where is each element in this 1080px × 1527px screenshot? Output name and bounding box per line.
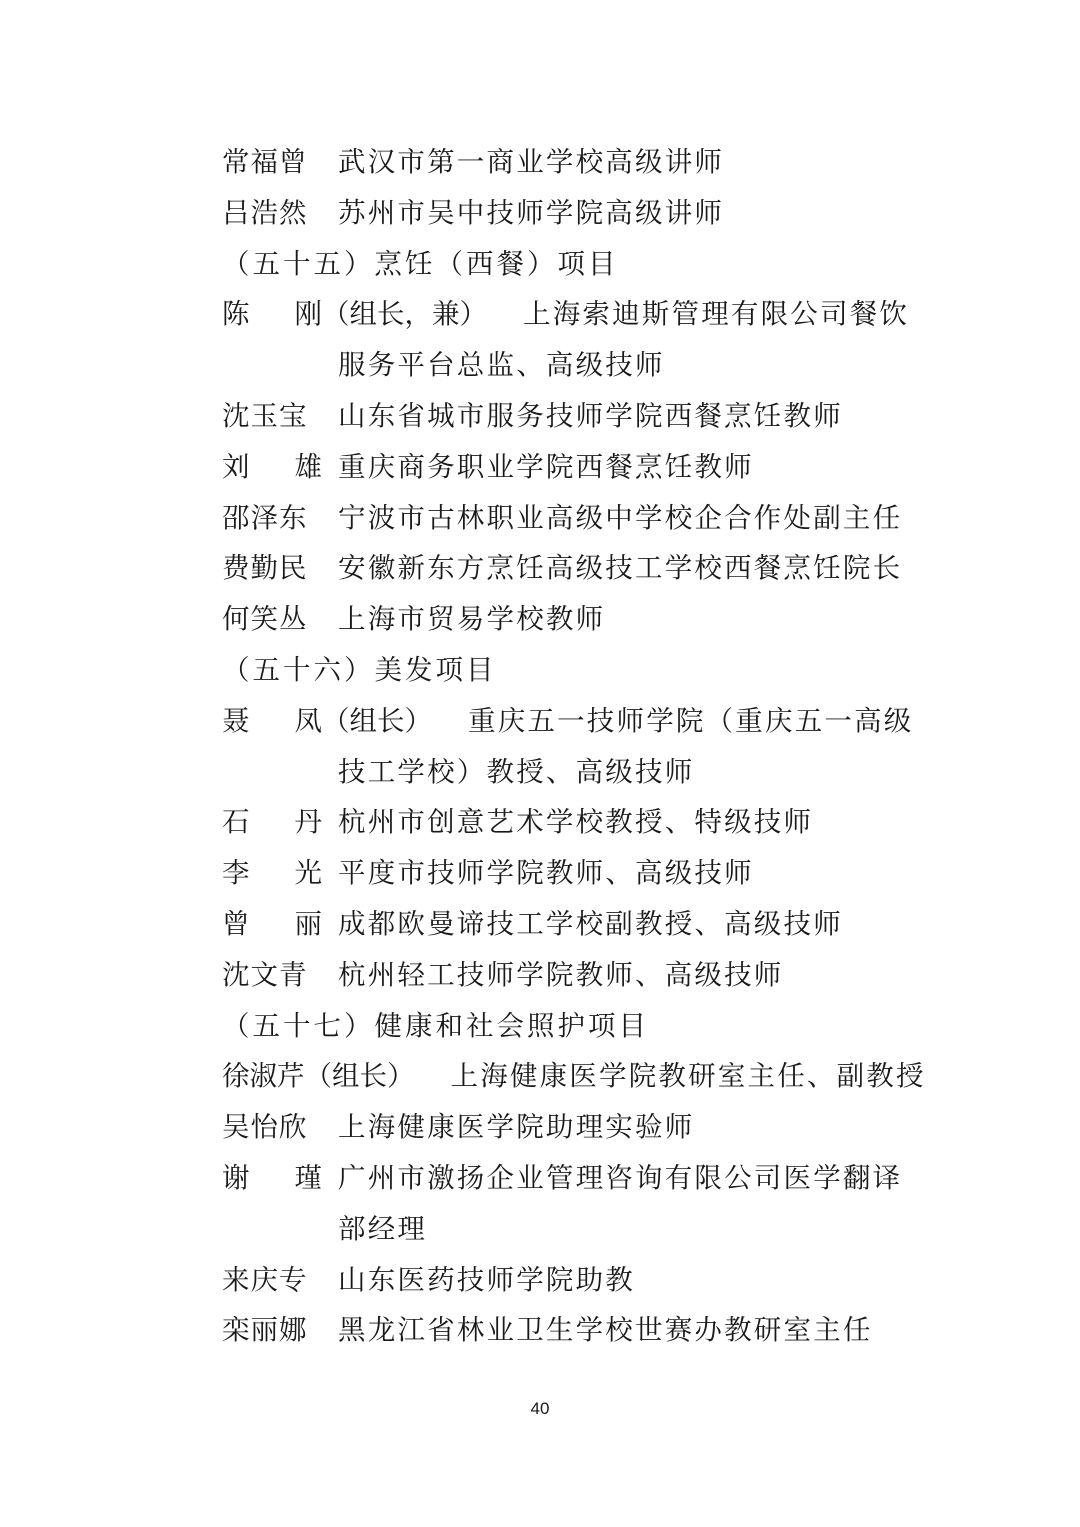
name-char: 光	[294, 857, 322, 890]
person-title: 杭州轻工技师学院教师、高级技师	[338, 958, 784, 991]
list-item	[222, 696, 942, 747]
person-title: 山东省城市服务技师学院西餐烹饪教师	[338, 399, 843, 432]
list-item	[222, 1153, 942, 1204]
section-heading: （五十五）烹饪（西餐）项目	[222, 247, 619, 280]
person-title: 山东医药技师学院助教	[338, 1263, 635, 1296]
name-char: 谢	[222, 1161, 250, 1194]
person-title: 平度市技师学院教师、高级技师	[338, 857, 754, 890]
person-title: 广州市激扬企业管理咨询有限公司医学翻译	[338, 1161, 903, 1194]
list-item	[222, 797, 942, 848]
name-char: 刘	[222, 450, 250, 483]
person-name	[222, 797, 338, 848]
person-title: 上海健康医学院教研室主任、副教授	[450, 1060, 926, 1093]
person-title: 上海市贸易学校教师	[338, 603, 606, 636]
leader-name	[222, 696, 432, 747]
person-title: 上海索迪斯管理有限公司餐饮	[523, 298, 910, 331]
list-item	[222, 289, 942, 340]
section-heading: （五十六）美发项目	[222, 653, 497, 686]
section-heading: （五十七）健康和社会照护项目	[222, 1009, 649, 1042]
person-name: 何笑丛	[222, 603, 308, 636]
person-name	[222, 442, 338, 493]
name-char: 曾	[222, 907, 250, 940]
title-continuation: 服务平台总监、高级技师	[338, 349, 665, 382]
list-item	[222, 442, 942, 493]
name-char-with-role: 凤（组长）	[294, 704, 432, 737]
name-char: 丽	[294, 907, 322, 940]
list-item	[222, 137, 942, 188]
name-char: 瑾	[294, 1161, 322, 1194]
person-name: 费勤民	[222, 552, 308, 585]
person-name: 吕浩然	[222, 196, 308, 229]
title-continuation: 技工学校）教授、高级技师	[338, 755, 695, 788]
name-char: 聂	[222, 704, 250, 737]
person-name: 吴怡欣	[222, 1111, 308, 1144]
person-title: 上海健康医学院助理实验师	[338, 1111, 695, 1144]
name-char: 李	[222, 857, 250, 890]
list-item	[222, 899, 942, 950]
person-title: 重庆五一技师学院（重庆五一高级	[468, 704, 914, 737]
list-item	[222, 950, 942, 1001]
name-char: 雄	[294, 450, 322, 483]
list-item	[222, 594, 942, 645]
name-char: 丹	[294, 806, 322, 839]
person-title: 杭州市创意艺术学校教授、特级技师	[338, 806, 814, 839]
person-name: 栾丽娜	[222, 1314, 308, 1347]
name-char: 石	[222, 806, 250, 839]
person-title: 成都欧曼谛技工学校副教授、高级技师	[338, 907, 843, 940]
list-item	[222, 391, 942, 442]
person-title: 黑龙江省林业卫生学校世赛办教研室主任	[338, 1314, 873, 1347]
leader-name	[222, 289, 487, 340]
person-name: 常福曾	[222, 146, 308, 178]
list-item	[222, 1255, 942, 1306]
person-title: 安徽新东方烹饪高级技工学校西餐烹饪院长	[338, 552, 903, 585]
person-name: 邵泽东	[222, 501, 308, 534]
list-item	[222, 188, 942, 239]
page-number: 40	[530, 1399, 550, 1418]
name-char-with-role: 刚（组长，兼）	[294, 298, 487, 331]
person-title: 宁波市古林职业高级中学校企合作处副主任	[338, 501, 903, 534]
title-continuation: 部经理	[338, 1212, 428, 1245]
name-char: 陈	[222, 298, 250, 331]
person-name	[222, 1153, 338, 1204]
list-item	[222, 848, 942, 899]
person-name: 沈玉宝	[222, 399, 308, 432]
person-title: 武汉市第一商业学校高级讲师	[338, 146, 725, 178]
list-item	[222, 1305, 942, 1356]
person-name: 来庆专	[222, 1263, 308, 1296]
person-name	[222, 899, 338, 950]
person-title: 苏州市吴中技师学院高级讲师	[338, 196, 725, 229]
leader-name: 徐淑芹（组长）	[222, 1060, 415, 1093]
person-name	[222, 848, 338, 899]
person-title: 重庆商务职业学院西餐烹饪教师	[338, 450, 754, 483]
person-name: 沈文青	[222, 958, 308, 991]
list-item	[222, 1102, 942, 1153]
list-item	[222, 543, 942, 594]
list-item	[222, 1051, 942, 1102]
expert-list	[222, 137, 942, 1356]
list-item	[222, 493, 942, 544]
